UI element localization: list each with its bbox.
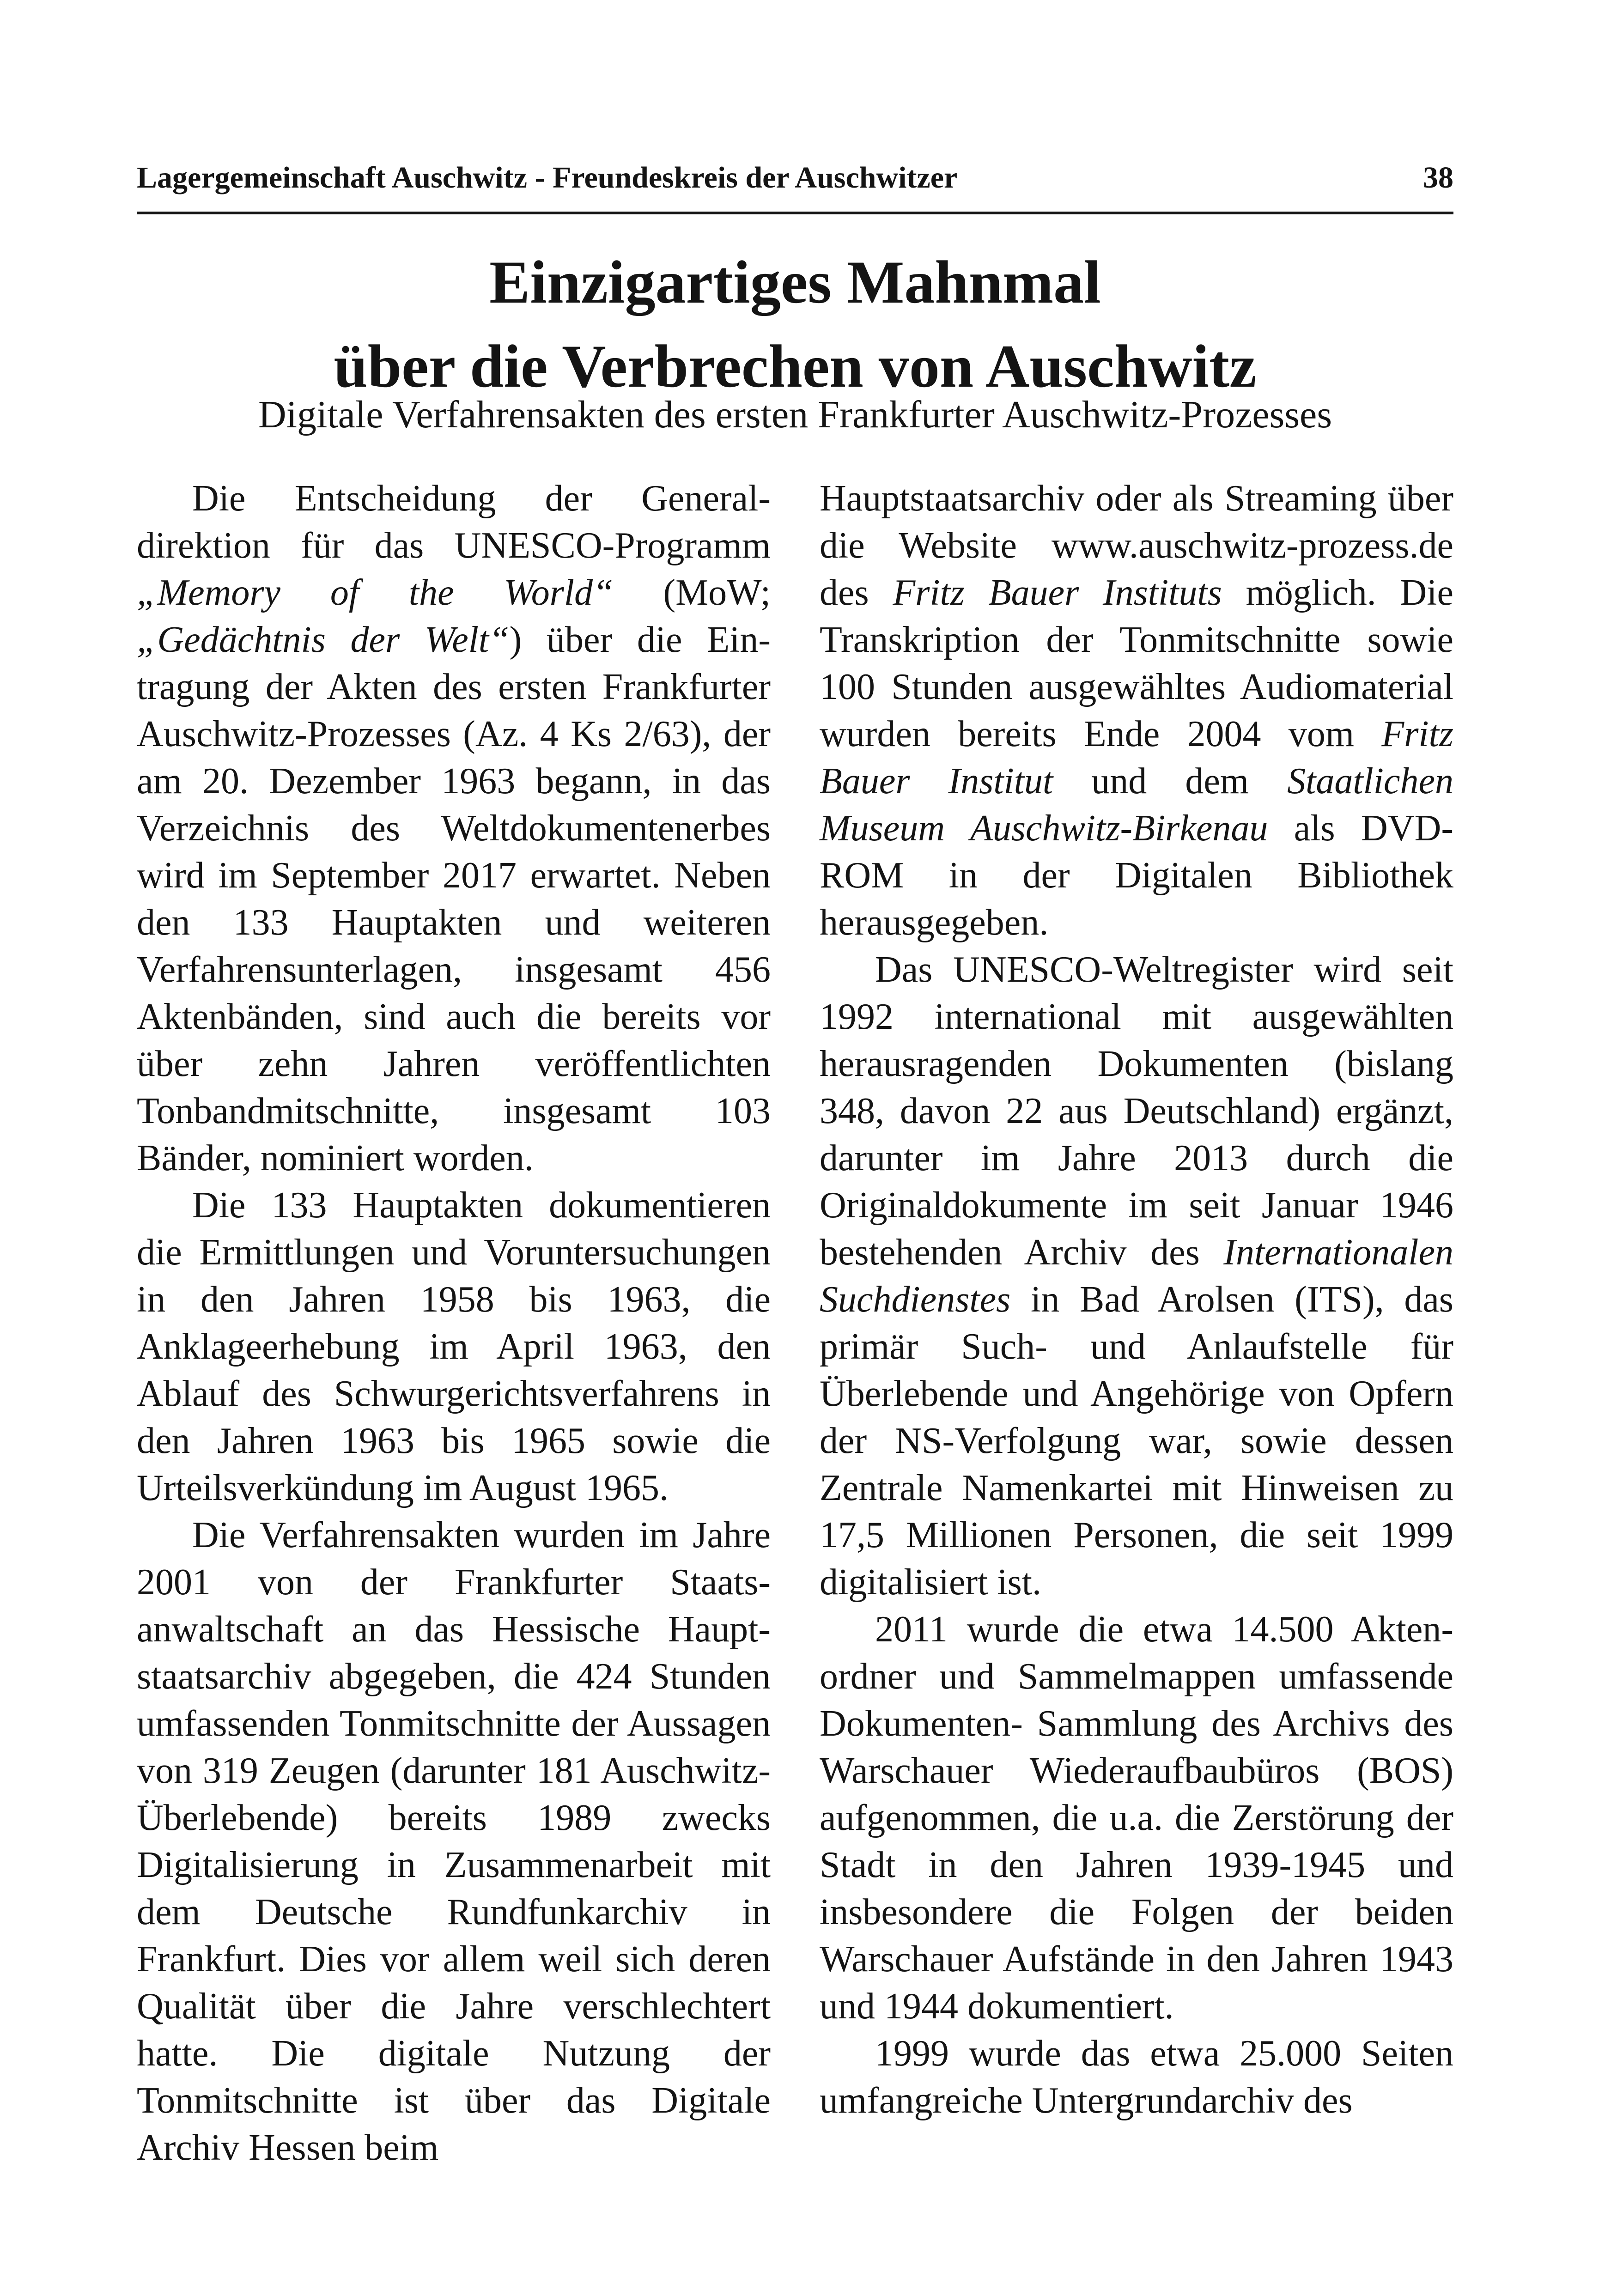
right-column [820, 475, 1453, 2124]
page-header [137, 152, 1453, 194]
article-title [137, 240, 1453, 408]
running-title: Lagergemeinschaft Auschwitz - Freundeskreis der Auschwitzer [137, 161, 958, 194]
paragraph: 1999 wurde das etwa 25.000 Seiten umfangreiche Untergrundarchiv des [820, 2033, 1453, 2121]
header-rule [137, 212, 1453, 214]
article-title-line-1: Einzigartiges Mahnmal [489, 248, 1101, 316]
paragraph: Die Verfahrensakten wurden im Jahre 2001 von der Frankfurter Staatsanwaltschaft an das Hessische Hauptstaatsarchiv abgegeben, die 424 Stunden umfassenden Tonmitschnitte der Aussagen von 319 Zeugen (darunter 181 Auschwitz-Überlebende) bereits 1989 zwecks Digitalisierung in Zusammenarbeit mit dem Deutsche Rundfunkarchiv in Frankfurt. Dies vor allem weil sich deren Qualität über die Jahre verschlechtert hatte. Die digitale Nutzung der Tonmitschnitte ist über das Digitale Archiv Hessen beim [137, 1515, 771, 2168]
left-column [137, 475, 771, 2171]
paragraph: Das UNESCO-Weltregister wird seit 1992 international mit ausgewählten herausragenden Dokumenten (bislang 348, davon 22 aus Deutschland) ergänzt, darunter im Jahre 2013 durch die Originaldokumente im seit Januar 1946 bestehenden Archiv des Internationalen Suchdienstes in Bad Arolsen (ITS), das primär Such- und Anlaufstelle für Überlebende und Angehörige von Opfern der NS-Verfolgung war, sowie dessen Zentrale Namenkartei mit Hinweisen zu 17,5 Millionen Personen, die seit 1999 digitalisiert ist. [820, 949, 1453, 1603]
paragraph: 2011 wurde die etwa 14.500 Aktenordner und Sammelmappen umfassende Dokumenten- Sammlung des Archivs des Warschauer Wiederaufbaubüros (BOS) aufgenommen, die u.a. die Zerstörung der Stadt in den Jahren 1939-1945 und insbesondere die Folgen der beiden Warschauer Aufstände in den Jahren 1943 und 1944 dokumentiert. [820, 1609, 1453, 2027]
paragraph: Die Entscheidung der Generaldirektion für das UNESCO-Programm „Memory of the World“ (MoW; „Gedächtnis der Welt“) über die Eintragung der Akten des ersten Frankfurter Auschwitz-Prozesses (Az. 4 Ks 2/63), der am 20. Dezember 1963 begann, in das Verzeichnis des Weltdokumentenerbes wird im September 2017 erwartet. Neben den 133 Hauptakten und weiteren Verfahrensunterlagen, insgesamt 456 Aktenbänden, sind auch die bereits vor über zehn Jahren veröffentlichten Tonbandmitschnitte, insgesamt 103 Bänder, nominiert worden. [137, 478, 771, 1178]
page-number: 38 [1423, 161, 1453, 194]
paragraph: Die 133 Hauptakten dokumentieren die Ermittlungen und Voruntersuchungen in den Jahren 1958 bis 1963, die Anklageerhebung im April 1963, den Ablauf des Schwurgerichtsverfahrens in den Jahren 1963 bis 1965 sowie die Urteilsverkündung im August 1965. [137, 1185, 771, 1508]
article-title-line-2: über die Verbrechen von Auschwitz [334, 332, 1257, 400]
article-subtitle: Digitale Verfahrensakten des ersten Frankfurter Auschwitz-Prozesses [258, 393, 1332, 436]
paragraph: Hauptstaatsarchiv oder als Streaming über die Website www.auschwitz-prozess.de des Fritz Bauer Instituts möglich. Die Transkription der Tonmitschnitte sowie 100 Stunden ausgewähltes Audiomaterial wurden bereits Ende 2004 vom Fritz Bauer Institut und dem Staatlichen Museum Auschwitz-Birkenau als DVD-ROM in der Digitalen Bibliothek herausgegeben. [820, 478, 1454, 943]
